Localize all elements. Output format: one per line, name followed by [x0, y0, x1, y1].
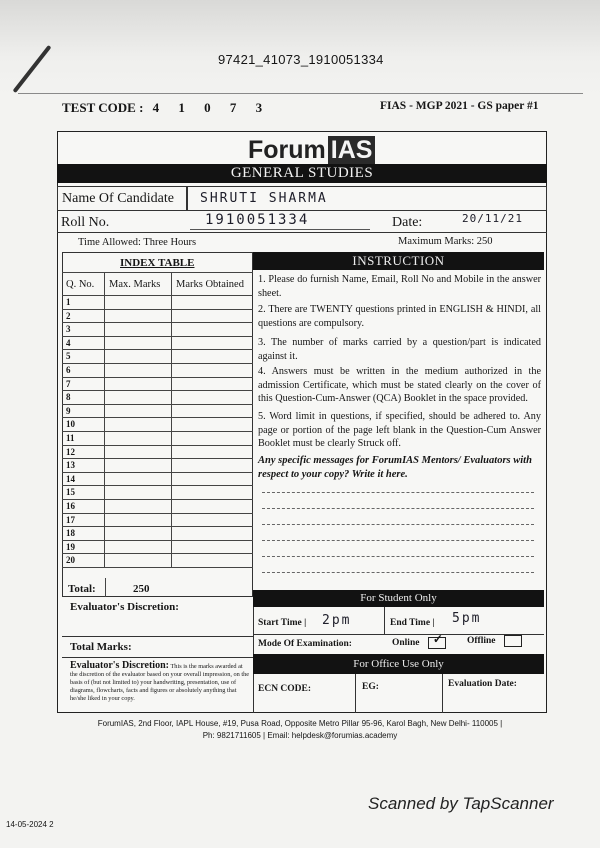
marks-obtained-cell[interactable] [172, 323, 253, 337]
question-number: 8 [62, 391, 105, 405]
student-only-title: For Student Only [253, 590, 544, 607]
mode-label: Mode Of Examination: [258, 639, 352, 649]
total-value: 250 [133, 583, 150, 595]
end-time-label: End Time | [390, 618, 435, 628]
test-code-label: TEST CODE : [62, 100, 144, 115]
marks-obtained-cell[interactable] [172, 310, 253, 324]
section-title: GENERAL STUDIES [57, 164, 547, 183]
forumias-logo [248, 136, 375, 165]
marks-obtained-cell[interactable] [172, 554, 253, 568]
marks-obtained-cell[interactable] [172, 405, 253, 419]
max-marks-cell [105, 296, 172, 310]
question-number: 15 [62, 486, 105, 500]
roll-value[interactable]: 1910051334 [205, 212, 310, 228]
time-allowed: Time Allowed: Three Hours [78, 237, 197, 248]
start-time-value[interactable]: 2pm [322, 613, 352, 628]
date-value[interactable]: 20/11/21 [462, 212, 523, 225]
table-header-cell: Marks Obtained [172, 272, 253, 296]
marks-obtained-cell[interactable] [172, 350, 253, 364]
divider [62, 657, 253, 658]
question-number: 20 [62, 554, 105, 568]
table-header-cell: Max. Marks [105, 272, 172, 296]
marks-obtained-cell[interactable] [172, 514, 253, 528]
max-marks-cell [105, 486, 172, 500]
start-time-label: Start Time | [258, 618, 307, 628]
marks-obtained-cell[interactable] [172, 364, 253, 378]
instruction-item: 2. There are TWENTY questions printed in ENGLISH & HINDI, all questions are compulsory. [258, 304, 541, 329]
evaluation-date-label: Evaluation Date: [448, 679, 517, 689]
evaluator-note-title: Evaluator's Discretion: [70, 660, 169, 671]
max-marks-cell [105, 446, 172, 460]
name-field[interactable] [187, 186, 547, 211]
question-number: 17 [62, 514, 105, 528]
message-line[interactable] [262, 524, 534, 525]
message-line[interactable] [262, 492, 534, 493]
question-number: 10 [62, 418, 105, 432]
marks-obtained-cell[interactable] [172, 486, 253, 500]
instruction-item: 5. Word limit in questions, if specified, should be adhered to. Any page or portion of the page left blank in the Question-Cum Answer Booklet must be clearly Struck off. [258, 411, 541, 449]
paper-title: FIAS - MGP 2021 - GS paper #1 [380, 100, 539, 112]
footer-address: ForumIAS, 2nd Floor, IAPL House, #19, Pusa Road, Opposite Metro Pillar 95-96, Karol Bagh, New Delhi- 110005 | [97, 719, 503, 728]
max-marks-cell [105, 432, 172, 446]
logo-highlight: IAS [328, 136, 376, 164]
document-id: 97421_41073_1910051334 [218, 52, 384, 67]
offline-checkbox[interactable] [504, 635, 522, 647]
ecn-code-label: ECN CODE: [258, 684, 312, 694]
date-label: Date: [392, 215, 423, 230]
online-checkbox[interactable] [428, 632, 446, 649]
message-line[interactable] [262, 508, 534, 509]
office-use-title: For Office Use Only [253, 654, 544, 674]
scanner-watermark: Scanned by TapScanner [368, 794, 554, 813]
marks-obtained-cell[interactable] [172, 432, 253, 446]
marks-obtained-cell[interactable] [172, 446, 253, 460]
message-line[interactable] [262, 572, 534, 573]
eg-label: EG: [362, 682, 379, 692]
max-marks-cell [105, 473, 172, 487]
question-number: 19 [62, 541, 105, 555]
name-label: Name Of Candidate [62, 191, 174, 206]
marks-obtained-cell[interactable] [172, 473, 253, 487]
max-marks-cell [105, 514, 172, 528]
question-number: 6 [62, 364, 105, 378]
check-mark-icon: ✓ [432, 632, 443, 646]
max-marks-cell [105, 405, 172, 419]
roll-label: Roll No. [61, 215, 110, 230]
question-number: 11 [62, 432, 105, 446]
max-marks-cell [105, 500, 172, 514]
online-option[interactable] [392, 632, 446, 649]
max-marks-cell [105, 378, 172, 392]
end-time-value[interactable]: 5pm [452, 611, 482, 626]
scan-date: 14-05-2024 2 [6, 820, 54, 829]
maximum-marks: Maximum Marks: 250 [398, 236, 493, 247]
max-marks-cell [105, 459, 172, 473]
max-marks-cell [105, 554, 172, 568]
question-number: 14 [62, 473, 105, 487]
question-number: 13 [62, 459, 105, 473]
divider [62, 636, 253, 637]
instruction-item: 1. Please do furnish Name, Email, Roll No and Mobile in the answer sheet. [258, 274, 541, 299]
marks-obtained-cell[interactable] [172, 337, 253, 351]
max-marks-cell [105, 323, 172, 337]
question-number: 16 [62, 500, 105, 514]
messages-prompt: Any specific messages for ForumIAS Mentors/ Evaluators with respect to your copy? Write it here. [258, 455, 532, 480]
roll-underline [190, 229, 370, 230]
divider [355, 674, 356, 713]
marks-obtained-cell[interactable] [172, 500, 253, 514]
question-number: 1 [62, 296, 105, 310]
logo-text: Forum [248, 136, 326, 164]
marks-obtained-cell[interactable] [172, 378, 253, 392]
offline-option[interactable] [467, 635, 522, 647]
question-number: 7 [62, 378, 105, 392]
max-marks-cell [105, 541, 172, 555]
divider [442, 674, 443, 713]
online-label: Online [392, 638, 420, 649]
max-marks-cell [105, 418, 172, 432]
instruction-item: 3. The number of marks carried by a question/part is indicated against it. [258, 337, 541, 362]
question-number: 5 [62, 350, 105, 364]
max-marks-cell [105, 310, 172, 324]
marks-obtained-cell[interactable] [172, 459, 253, 473]
max-marks-cell [105, 337, 172, 351]
table-header-cell: Q. No. [62, 272, 105, 296]
name-label-cell [57, 186, 187, 211]
question-number: 18 [62, 527, 105, 541]
max-marks-cell [105, 527, 172, 541]
question-number: 2 [62, 310, 105, 324]
message-line[interactable] [262, 540, 534, 541]
question-number: 9 [62, 405, 105, 419]
evaluator-note [70, 662, 250, 703]
marks-obtained-cell[interactable] [172, 527, 253, 541]
question-number: 4 [62, 337, 105, 351]
test-code [62, 100, 270, 116]
total-marks-label: Total Marks: [70, 641, 132, 653]
name-value: SHRUTI SHARMA [200, 191, 328, 206]
instruction-title: INSTRUCTION [253, 252, 544, 270]
marks-obtained-cell[interactable] [172, 541, 253, 555]
marks-obtained-cell[interactable] [172, 391, 253, 405]
marks-obtained-cell[interactable] [172, 418, 253, 432]
question-number: 3 [62, 323, 105, 337]
max-marks-cell [105, 391, 172, 405]
divider [105, 578, 106, 597]
question-number: 12 [62, 446, 105, 460]
test-code-digits: 4 1 0 7 3 [152, 100, 271, 115]
divider [18, 93, 583, 94]
marks-obtained-cell[interactable] [172, 296, 253, 310]
max-marks-cell [105, 350, 172, 364]
max-marks-cell [105, 364, 172, 378]
offline-label: Offline [467, 636, 496, 647]
footer-contact: Ph: 9821711605 | Email: helpdesk@forumias.academy [202, 731, 398, 740]
message-line[interactable] [262, 556, 534, 557]
divider [384, 607, 385, 635]
instruction-item: 4. Answers must be written in the medium authorized in the admission Certificate, which must be stated clearly on the cover of this Question-Cum-Answer (QCA) Booklet in the space provided. [258, 366, 541, 404]
scan-shadow [0, 0, 600, 95]
evaluator-note-text: This is the marks awarded at the discretion of the evaluator based on your overall impression, on the basis of (but not limited to) your handwriting, presentation, use of diagrams, flowcharts, facts and figures or absolutely anything that he/she liked in your copy. [70, 663, 250, 702]
index-table-title: INDEX TABLE [120, 257, 195, 269]
evaluator-discretion-label: Evaluator's Discretion: [70, 601, 179, 613]
total-label: Total: [68, 583, 96, 595]
